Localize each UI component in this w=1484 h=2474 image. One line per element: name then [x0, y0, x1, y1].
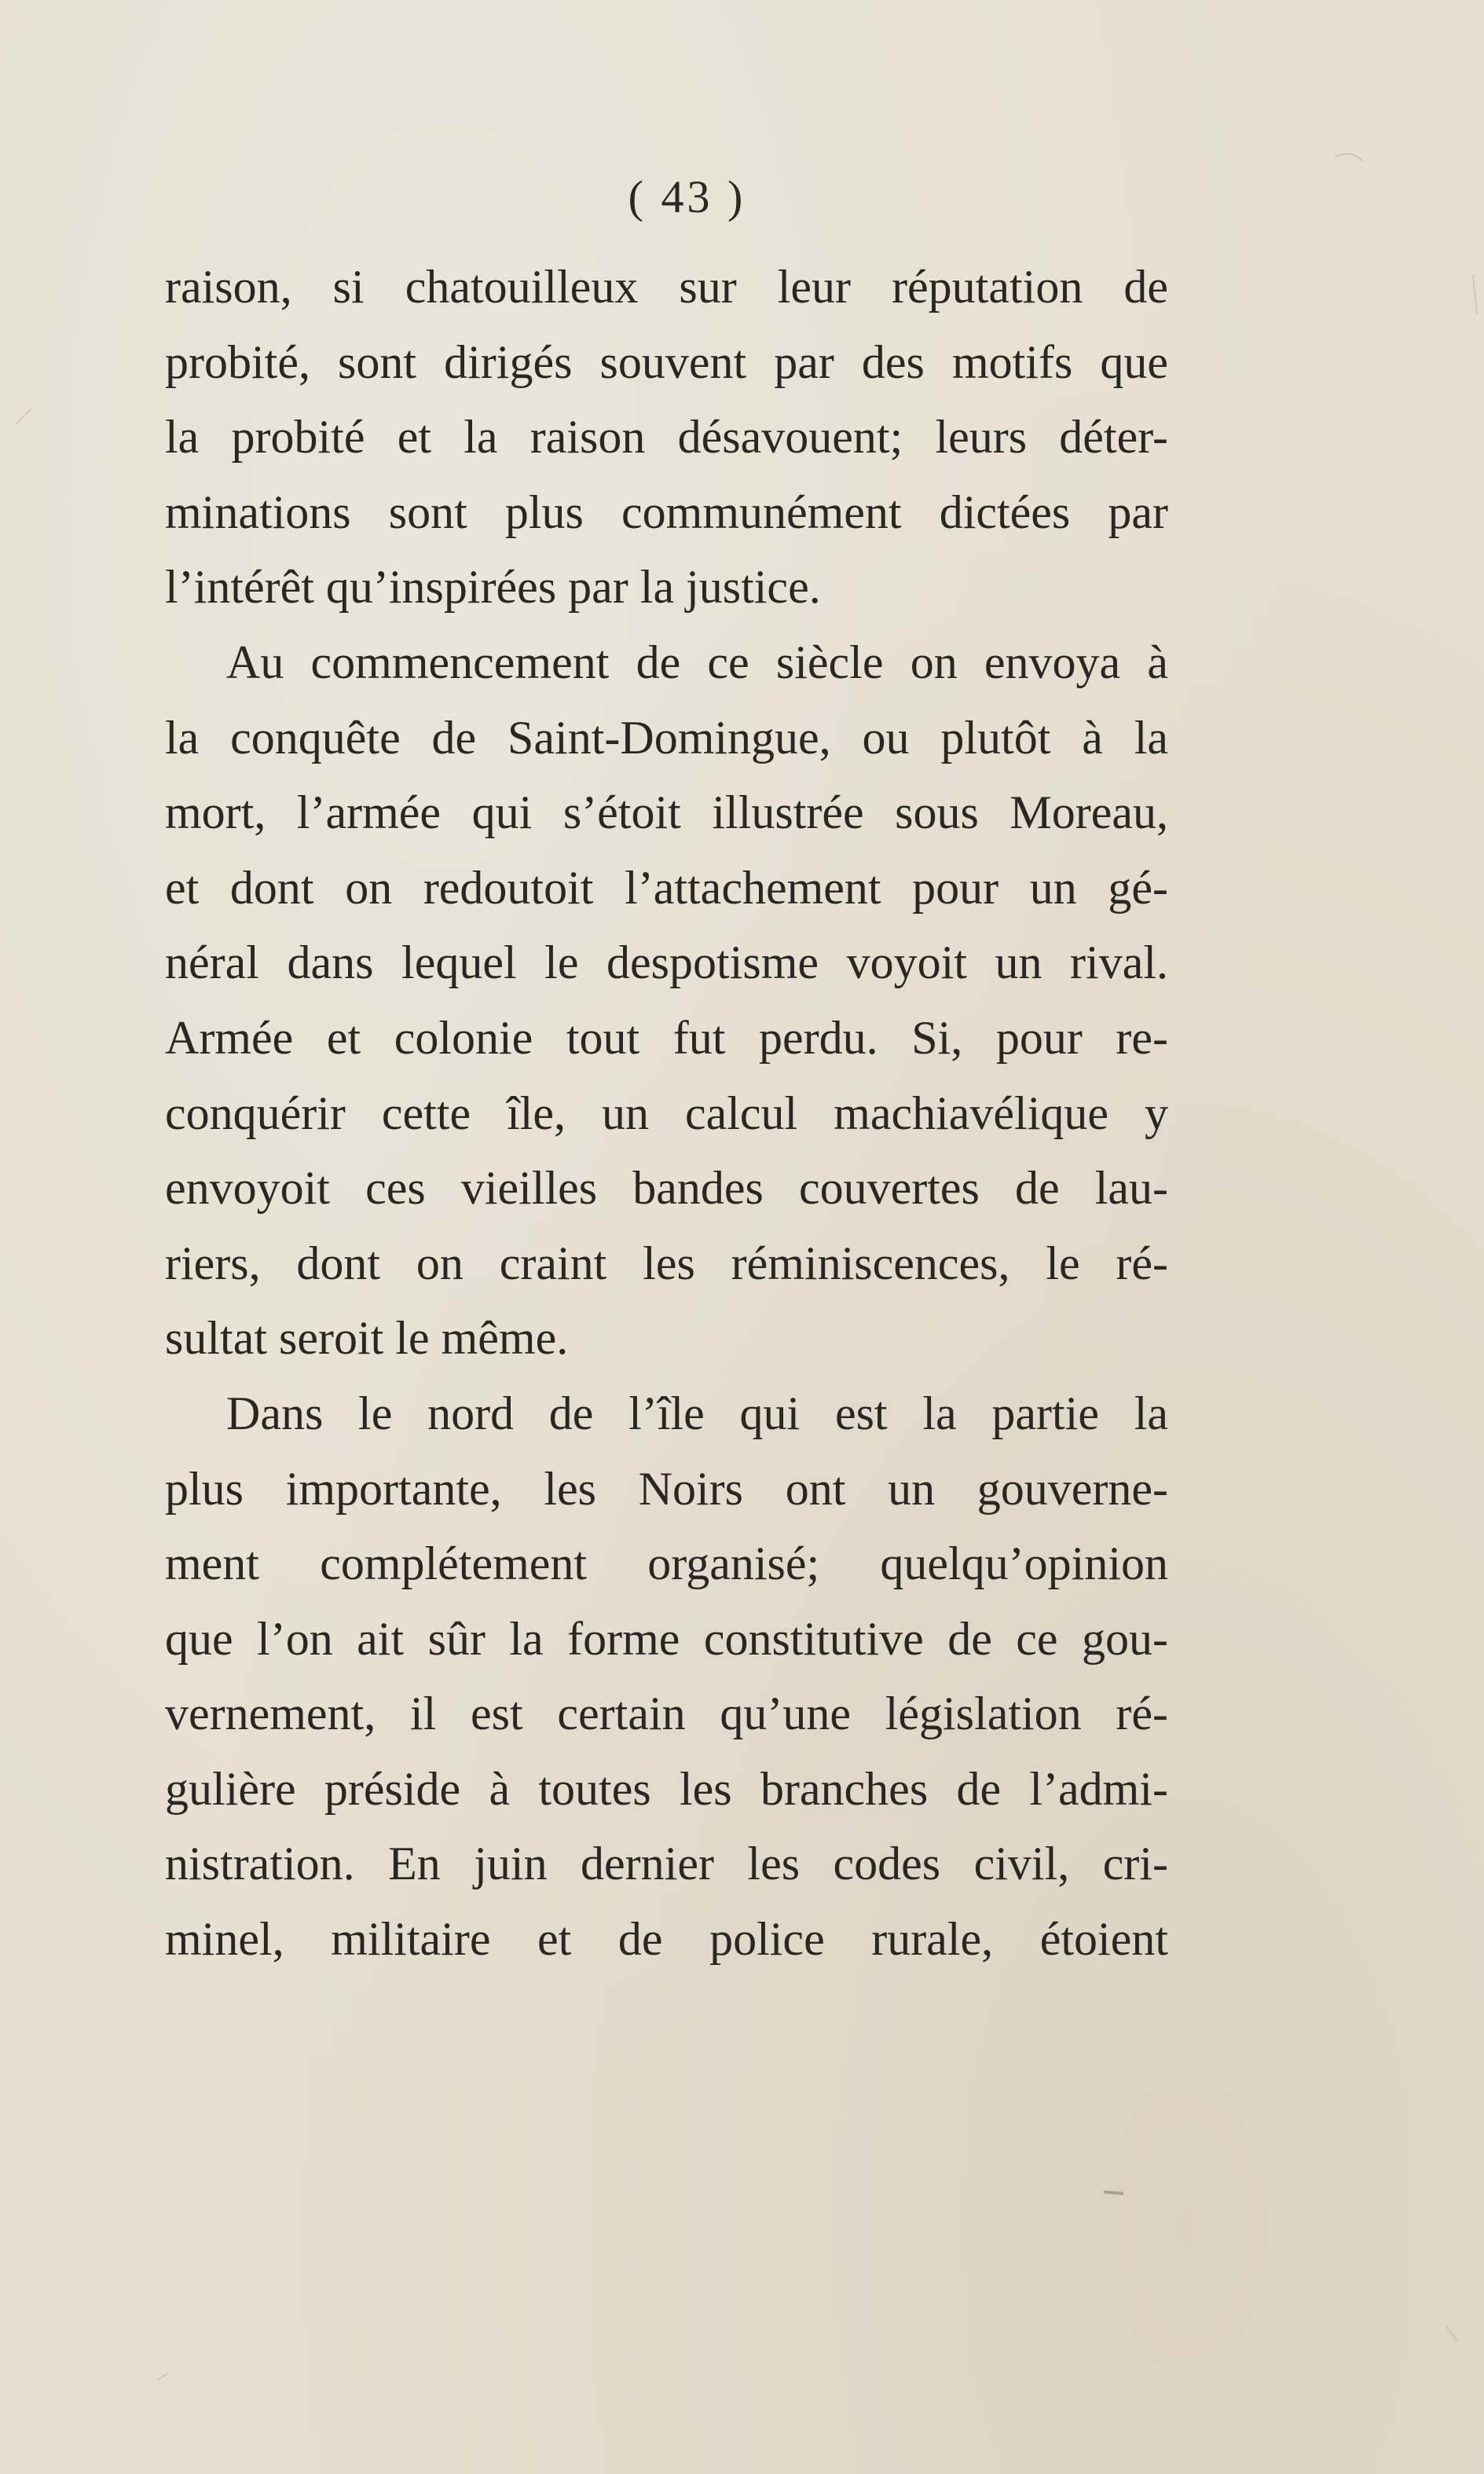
text-line: sultat seroit le même.: [165, 1312, 569, 1365]
page-number: ( 43 ): [628, 171, 746, 222]
body-text: [165, 250, 1168, 1977]
text-line: plus importante, les Noirs ont un gouverne-: [165, 1462, 1168, 1515]
text-line: minel, militaire et de police rurale, étoient: [165, 1913, 1168, 1966]
text-line: et dont on redoutoit l’attachement pour un gé-: [165, 861, 1168, 914]
text-line: mort, l’armée qui s’étoit illustrée sous Moreau,: [165, 786, 1168, 839]
paper-crease-mark: [1473, 275, 1477, 314]
paragraph-start-line: Au commencement de ce siècle on envoya à: [226, 636, 1168, 688]
text-line: nistration. En juin dernier les codes civil, cri-: [165, 1838, 1168, 1890]
text-line: la conquête de Saint-Domingue, ou plutôt à la: [165, 711, 1168, 764]
text-line: envoyoit ces vieilles bandes couvertes de lau-: [165, 1162, 1168, 1215]
paper-crease-mark: [1336, 154, 1363, 161]
text-line: conquérir cette île, un calcul machiavélique y: [165, 1087, 1168, 1139]
paper-crease-mark: [157, 2373, 169, 2381]
text-line: raison, si chatouilleux sur leur réputation de: [165, 261, 1168, 313]
text-line: ment complétement organisé; quelqu’opinion: [165, 1538, 1168, 1590]
text-line: que l’on ait sûr la forme constitutive de ce gou-: [165, 1612, 1168, 1665]
text-line: gulière préside à toutes les branches de l’admi-: [165, 1762, 1168, 1815]
text-line: l’intérêt qu’inspirées par la justice.: [165, 561, 821, 614]
paper-crease-mark: [16, 409, 31, 424]
text-line: la probité et la raison désavouent; leurs déter-: [165, 411, 1168, 464]
text-line: vernement, il est certain qu’une législation ré-: [165, 1688, 1168, 1740]
text-line: Armée et colonie tout fut perdu. Si, pour re-: [165, 1011, 1168, 1064]
paper-crease-mark: [1446, 2326, 1457, 2341]
text-line: riers, dont on craint les réminiscences, le ré-: [165, 1237, 1168, 1289]
text-line: minations sont plus communément dictées par: [165, 486, 1168, 538]
text-line: probité, sont dirigés souvent par des motifs que: [165, 335, 1168, 388]
text-line: néral dans lequel le despotisme voyoit un rival.: [165, 936, 1168, 989]
paragraph-start-line: Dans le nord de l’île qui est la partie la: [226, 1387, 1168, 1439]
ink-dash-mark: [1104, 2192, 1123, 2194]
